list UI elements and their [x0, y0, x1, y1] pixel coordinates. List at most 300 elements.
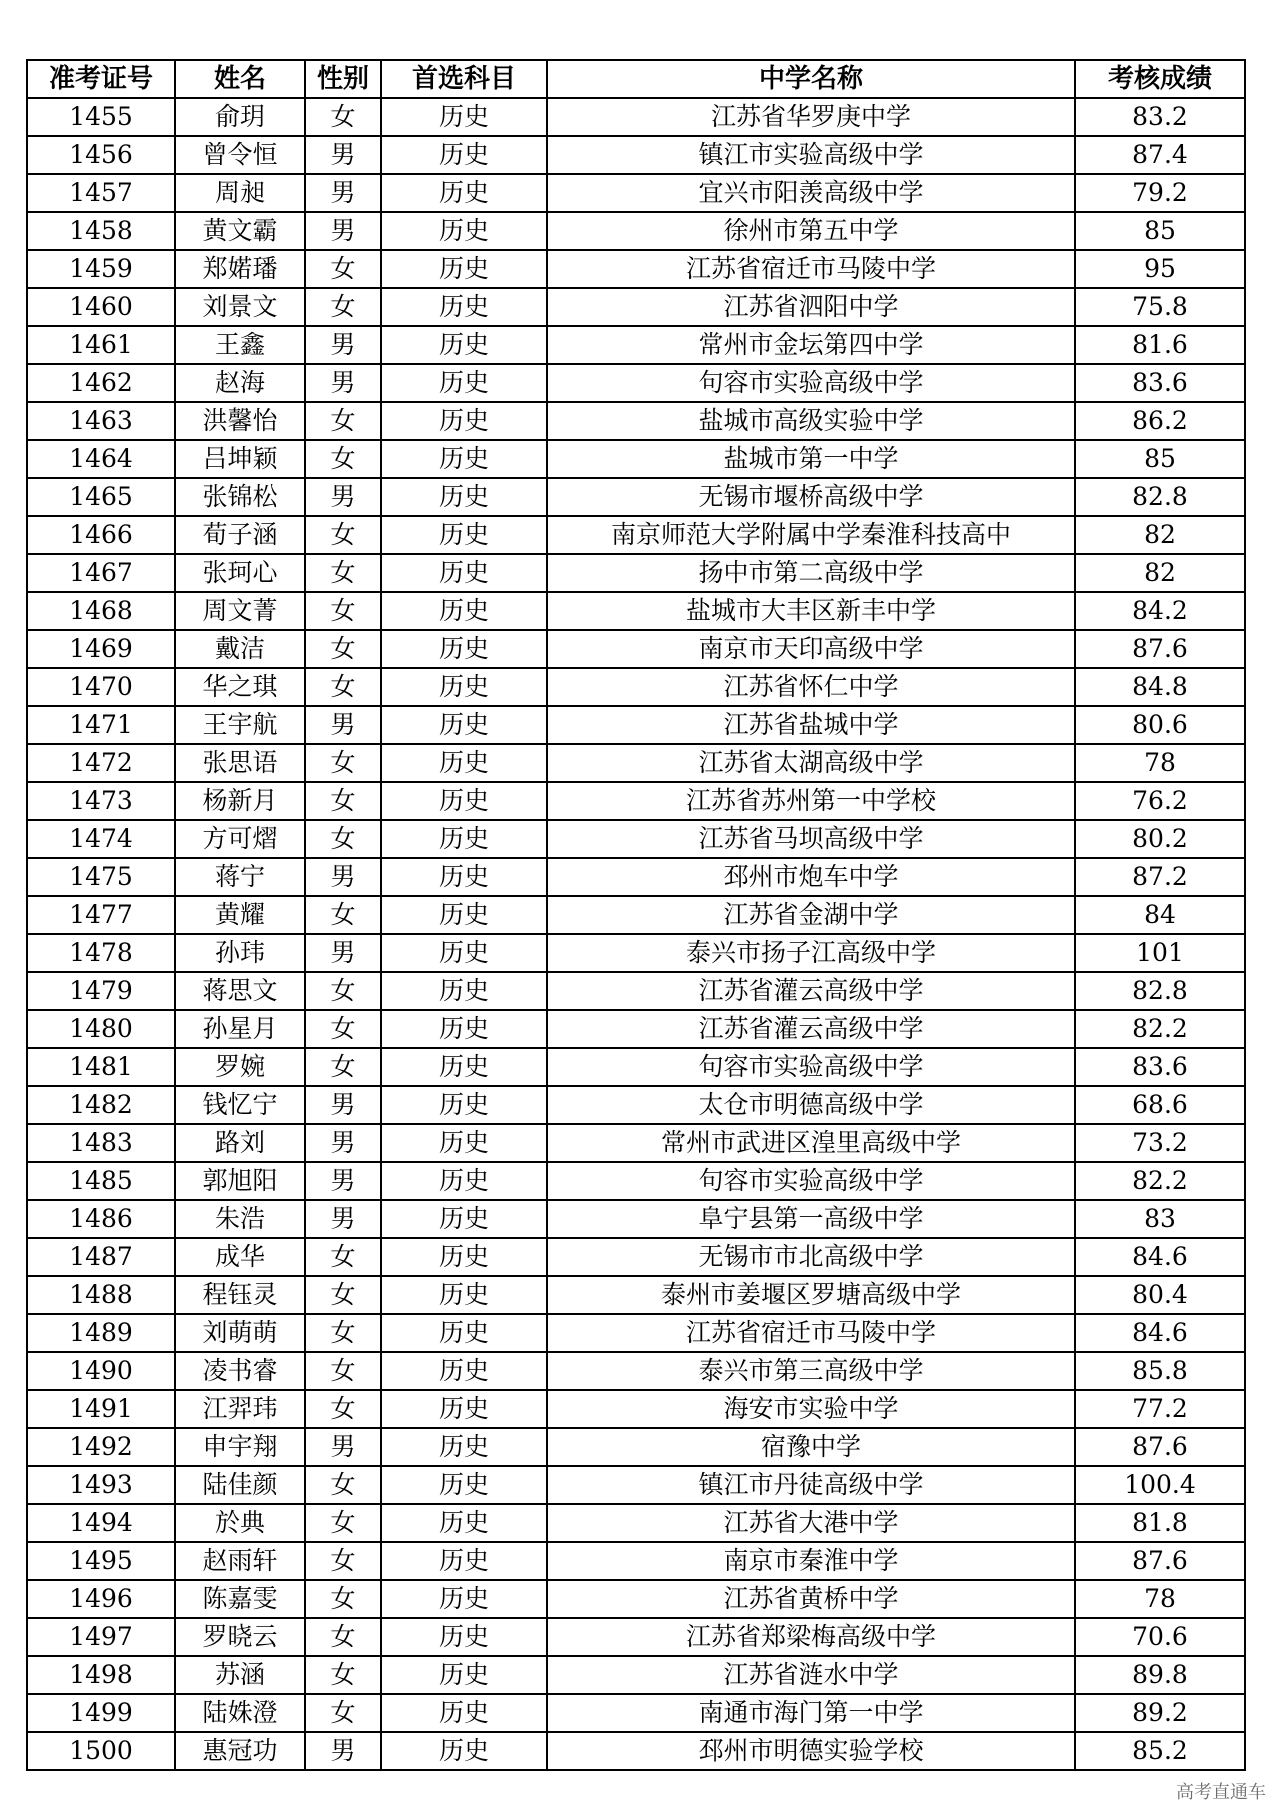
name-cell: 陆姝澄	[175, 1694, 305, 1732]
school-cell: 江苏省宿迁市马陵中学	[547, 250, 1075, 288]
gender-cell: 女	[305, 1618, 381, 1656]
gender-cell: 女	[305, 1504, 381, 1542]
table-row	[27, 1732, 1245, 1770]
school-cell: 南京师范大学附属中学秦淮科技高中	[547, 516, 1075, 554]
subject-cell: 历史	[381, 174, 547, 212]
exam-id-cell: 1474	[27, 820, 175, 858]
name-cell: 凌书睿	[175, 1352, 305, 1390]
table-row	[27, 820, 1245, 858]
exam-id-cell: 1477	[27, 896, 175, 934]
exam-id-cell: 1471	[27, 706, 175, 744]
score-cell: 84.2	[1075, 592, 1245, 630]
gender-cell: 女	[305, 782, 381, 820]
exam-id-cell: 1458	[27, 212, 175, 250]
subject-cell: 历史	[381, 1048, 547, 1086]
school-cell: 常州市金坛第四中学	[547, 326, 1075, 364]
table-row	[27, 326, 1245, 364]
subject-cell: 历史	[381, 516, 547, 554]
gender-cell: 女	[305, 896, 381, 934]
table-row	[27, 1428, 1245, 1466]
name-cell: 华之琪	[175, 668, 305, 706]
table-row	[27, 744, 1245, 782]
school-cell: 江苏省盐城中学	[547, 706, 1075, 744]
name-cell: 张锦松	[175, 478, 305, 516]
subject-cell: 历史	[381, 1580, 547, 1618]
name-cell: 罗晓云	[175, 1618, 305, 1656]
subject-cell: 历史	[381, 364, 547, 402]
name-cell: 杨新月	[175, 782, 305, 820]
school-cell: 江苏省泗阳中学	[547, 288, 1075, 326]
exam-id-cell: 1472	[27, 744, 175, 782]
table-row	[27, 364, 1245, 402]
gender-cell: 女	[305, 1238, 381, 1276]
gender-cell: 男	[305, 212, 381, 250]
subject-cell: 历史	[381, 326, 547, 364]
exam-id-cell: 1500	[27, 1732, 175, 1770]
table-row	[27, 136, 1245, 174]
subject-cell: 历史	[381, 288, 547, 326]
gender-cell: 男	[305, 478, 381, 516]
exam-id-cell: 1475	[27, 858, 175, 896]
score-cell: 83.2	[1075, 98, 1245, 136]
subject-cell: 历史	[381, 972, 547, 1010]
score-cell: 84.6	[1075, 1238, 1245, 1276]
exam-id-cell: 1460	[27, 288, 175, 326]
score-cell: 89.8	[1075, 1656, 1245, 1694]
exam-id-cell: 1469	[27, 630, 175, 668]
gender-cell: 女	[305, 1656, 381, 1694]
exam-id-cell: 1478	[27, 934, 175, 972]
subject-cell: 历史	[381, 1276, 547, 1314]
subject-cell: 历史	[381, 1618, 547, 1656]
table-row	[27, 440, 1245, 478]
exam-id-cell: 1462	[27, 364, 175, 402]
name-cell: 郭旭阳	[175, 1162, 305, 1200]
exam-id-cell: 1461	[27, 326, 175, 364]
score-cell: 82.2	[1075, 1010, 1245, 1048]
header-exam-id: 准考证号	[27, 60, 175, 98]
gender-cell: 女	[305, 1694, 381, 1732]
table-row	[27, 1010, 1245, 1048]
table-row	[27, 1618, 1245, 1656]
header-score: 考核成绩	[1075, 60, 1245, 98]
table-row	[27, 212, 1245, 250]
gender-cell: 女	[305, 98, 381, 136]
subject-cell: 历史	[381, 1466, 547, 1504]
name-cell: 周文菁	[175, 592, 305, 630]
school-cell: 江苏省郑梁梅高级中学	[547, 1618, 1075, 1656]
gender-cell: 男	[305, 364, 381, 402]
score-cell: 82	[1075, 516, 1245, 554]
table-row	[27, 858, 1245, 896]
school-cell: 句容市实验高级中学	[547, 1162, 1075, 1200]
subject-cell: 历史	[381, 934, 547, 972]
table-row	[27, 1352, 1245, 1390]
subject-cell: 历史	[381, 98, 547, 136]
gender-cell: 女	[305, 1390, 381, 1428]
gender-cell: 女	[305, 440, 381, 478]
subject-cell: 历史	[381, 782, 547, 820]
score-cell: 85.2	[1075, 1732, 1245, 1770]
table-row	[27, 782, 1245, 820]
subject-cell: 历史	[381, 1542, 547, 1580]
subject-cell: 历史	[381, 744, 547, 782]
score-cell: 68.6	[1075, 1086, 1245, 1124]
name-cell: 赵海	[175, 364, 305, 402]
name-cell: 吕坤颖	[175, 440, 305, 478]
table-row	[27, 1162, 1245, 1200]
school-cell: 江苏省马坝高级中学	[547, 820, 1075, 858]
table-row	[27, 630, 1245, 668]
score-cell: 82.8	[1075, 478, 1245, 516]
subject-cell: 历史	[381, 668, 547, 706]
gender-cell: 男	[305, 1162, 381, 1200]
gender-cell: 女	[305, 250, 381, 288]
exam-id-cell: 1490	[27, 1352, 175, 1390]
subject-cell: 历史	[381, 896, 547, 934]
name-cell: 黄耀	[175, 896, 305, 934]
exam-id-cell: 1481	[27, 1048, 175, 1086]
exam-id-cell: 1482	[27, 1086, 175, 1124]
subject-cell: 历史	[381, 402, 547, 440]
school-cell: 盐城市高级实验中学	[547, 402, 1075, 440]
school-cell: 泰兴市扬子江高级中学	[547, 934, 1075, 972]
exam-id-cell: 1456	[27, 136, 175, 174]
school-cell: 江苏省涟水中学	[547, 1656, 1075, 1694]
table-row	[27, 1124, 1245, 1162]
exam-id-cell: 1483	[27, 1124, 175, 1162]
score-cell: 83	[1075, 1200, 1245, 1238]
gender-cell: 女	[305, 402, 381, 440]
subject-cell: 历史	[381, 1238, 547, 1276]
exam-id-cell: 1463	[27, 402, 175, 440]
subject-cell: 历史	[381, 1010, 547, 1048]
table-row	[27, 1694, 1245, 1732]
school-cell: 宿豫中学	[547, 1428, 1075, 1466]
score-cell: 83.6	[1075, 364, 1245, 402]
gender-cell: 女	[305, 1314, 381, 1352]
school-cell: 海安市实验中学	[547, 1390, 1075, 1428]
school-cell: 江苏省黄桥中学	[547, 1580, 1075, 1618]
gender-cell: 女	[305, 820, 381, 858]
gender-cell: 男	[305, 1086, 381, 1124]
gender-cell: 女	[305, 1010, 381, 1048]
score-cell: 84.6	[1075, 1314, 1245, 1352]
exam-id-cell: 1491	[27, 1390, 175, 1428]
exam-id-cell: 1494	[27, 1504, 175, 1542]
table-row	[27, 1238, 1245, 1276]
school-cell: 江苏省宿迁市马陵中学	[547, 1314, 1075, 1352]
score-cell: 75.8	[1075, 288, 1245, 326]
name-cell: 蒋宁	[175, 858, 305, 896]
school-cell: 泰兴市第三高级中学	[547, 1352, 1075, 1390]
table-row	[27, 1276, 1245, 1314]
school-cell: 江苏省苏州第一中学校	[547, 782, 1075, 820]
gender-cell: 女	[305, 1580, 381, 1618]
score-cell: 82.8	[1075, 972, 1245, 1010]
school-cell: 徐州市第五中学	[547, 212, 1075, 250]
gender-cell: 男	[305, 1428, 381, 1466]
school-cell: 常州市武进区湟里高级中学	[547, 1124, 1075, 1162]
name-cell: 洪馨怡	[175, 402, 305, 440]
name-cell: 苏涵	[175, 1656, 305, 1694]
name-cell: 刘景文	[175, 288, 305, 326]
scores-table	[26, 59, 1246, 1771]
exam-id-cell: 1496	[27, 1580, 175, 1618]
name-cell: 钱忆宁	[175, 1086, 305, 1124]
name-cell: 周昶	[175, 174, 305, 212]
exam-id-cell: 1459	[27, 250, 175, 288]
exam-id-cell: 1486	[27, 1200, 175, 1238]
school-cell: 句容市实验高级中学	[547, 364, 1075, 402]
subject-cell: 历史	[381, 858, 547, 896]
exam-id-cell: 1489	[27, 1314, 175, 1352]
school-cell: 盐城市第一中学	[547, 440, 1075, 478]
score-cell: 82.2	[1075, 1162, 1245, 1200]
score-cell: 80.2	[1075, 820, 1245, 858]
table-row	[27, 554, 1245, 592]
name-cell: 张思语	[175, 744, 305, 782]
school-cell: 宜兴市阳羡高级中学	[547, 174, 1075, 212]
table-row	[27, 98, 1245, 136]
school-cell: 泰州市姜堰区罗塘高级中学	[547, 1276, 1075, 1314]
name-cell: 孙星月	[175, 1010, 305, 1048]
score-cell: 87.4	[1075, 136, 1245, 174]
subject-cell: 历史	[381, 1504, 547, 1542]
score-cell: 87.6	[1075, 1542, 1245, 1580]
header-name: 姓名	[175, 60, 305, 98]
subject-cell: 历史	[381, 554, 547, 592]
header-row	[27, 60, 1245, 98]
name-cell: 路刘	[175, 1124, 305, 1162]
score-cell: 77.2	[1075, 1390, 1245, 1428]
score-cell: 86.2	[1075, 402, 1245, 440]
name-cell: 朱浩	[175, 1200, 305, 1238]
exam-id-cell: 1468	[27, 592, 175, 630]
exam-id-cell: 1488	[27, 1276, 175, 1314]
table-row	[27, 706, 1245, 744]
school-cell: 南京市天印高级中学	[547, 630, 1075, 668]
score-cell: 79.2	[1075, 174, 1245, 212]
subject-cell: 历史	[381, 1162, 547, 1200]
score-cell: 76.2	[1075, 782, 1245, 820]
gender-cell: 女	[305, 1352, 381, 1390]
score-cell: 70.6	[1075, 1618, 1245, 1656]
exam-id-cell: 1473	[27, 782, 175, 820]
gender-cell: 女	[305, 592, 381, 630]
subject-cell: 历史	[381, 706, 547, 744]
name-cell: 惠冠功	[175, 1732, 305, 1770]
subject-cell: 历史	[381, 440, 547, 478]
score-cell: 85	[1075, 212, 1245, 250]
table-row	[27, 1466, 1245, 1504]
score-cell: 89.2	[1075, 1694, 1245, 1732]
subject-cell: 历史	[381, 478, 547, 516]
school-cell: 江苏省金湖中学	[547, 896, 1075, 934]
exam-id-cell: 1497	[27, 1618, 175, 1656]
header-subject: 首选科目	[381, 60, 547, 98]
gender-cell: 女	[305, 288, 381, 326]
table-row	[27, 174, 1245, 212]
table-row	[27, 1048, 1245, 1086]
name-cell: 江羿玮	[175, 1390, 305, 1428]
exam-id-cell: 1480	[27, 1010, 175, 1048]
school-cell: 江苏省太湖高级中学	[547, 744, 1075, 782]
exam-id-cell: 1495	[27, 1542, 175, 1580]
school-cell: 阜宁县第一高级中学	[547, 1200, 1075, 1238]
name-cell: 孙玮	[175, 934, 305, 972]
score-cell: 83.6	[1075, 1048, 1245, 1086]
exam-id-cell: 1455	[27, 98, 175, 136]
score-cell: 85.8	[1075, 1352, 1245, 1390]
table-row	[27, 1200, 1245, 1238]
school-cell: 江苏省灌云高级中学	[547, 1010, 1075, 1048]
subject-cell: 历史	[381, 1314, 547, 1352]
score-cell: 84	[1075, 896, 1245, 934]
gender-cell: 女	[305, 516, 381, 554]
gender-cell: 男	[305, 1124, 381, 1162]
exam-id-cell: 1498	[27, 1656, 175, 1694]
gender-cell: 男	[305, 1732, 381, 1770]
table-row	[27, 972, 1245, 1010]
exam-id-cell: 1470	[27, 668, 175, 706]
exam-id-cell: 1457	[27, 174, 175, 212]
table-row	[27, 1580, 1245, 1618]
gender-cell: 女	[305, 744, 381, 782]
school-cell: 盐城市大丰区新丰中学	[547, 592, 1075, 630]
name-cell: 黄文霸	[175, 212, 305, 250]
name-cell: 罗婉	[175, 1048, 305, 1086]
table-row	[27, 934, 1245, 972]
table-body	[27, 98, 1245, 1770]
name-cell: 赵雨轩	[175, 1542, 305, 1580]
score-cell: 73.2	[1075, 1124, 1245, 1162]
subject-cell: 历史	[381, 1124, 547, 1162]
name-cell: 方可熠	[175, 820, 305, 858]
gender-cell: 男	[305, 858, 381, 896]
header-school: 中学名称	[547, 60, 1075, 98]
gender-cell: 女	[305, 1542, 381, 1580]
table-row	[27, 288, 1245, 326]
name-cell: 刘萌萌	[175, 1314, 305, 1352]
subject-cell: 历史	[381, 1694, 547, 1732]
school-cell: 南京市秦淮中学	[547, 1542, 1075, 1580]
exam-id-cell: 1493	[27, 1466, 175, 1504]
table-row	[27, 478, 1245, 516]
table-row	[27, 896, 1245, 934]
exam-id-cell: 1466	[27, 516, 175, 554]
watermark: 高考直通车	[1176, 1782, 1266, 1803]
gender-cell: 男	[305, 326, 381, 364]
name-cell: 蒋思文	[175, 972, 305, 1010]
gender-cell: 男	[305, 136, 381, 174]
school-cell: 江苏省灌云高级中学	[547, 972, 1075, 1010]
name-cell: 俞玥	[175, 98, 305, 136]
name-cell: 程钰灵	[175, 1276, 305, 1314]
score-cell: 101	[1075, 934, 1245, 972]
subject-cell: 历史	[381, 1732, 547, 1770]
table-row	[27, 1390, 1245, 1428]
score-cell: 80.4	[1075, 1276, 1245, 1314]
table-row	[27, 402, 1245, 440]
gender-cell: 男	[305, 174, 381, 212]
table-row	[27, 1542, 1245, 1580]
table-row	[27, 1086, 1245, 1124]
school-cell: 邳州市明德实验学校	[547, 1732, 1075, 1770]
table-row	[27, 250, 1245, 288]
score-cell: 87.6	[1075, 1428, 1245, 1466]
name-cell: 曾令恒	[175, 136, 305, 174]
gender-cell: 男	[305, 706, 381, 744]
name-cell: 王鑫	[175, 326, 305, 364]
exam-id-cell: 1467	[27, 554, 175, 592]
school-cell: 镇江市丹徒高级中学	[547, 1466, 1075, 1504]
school-cell: 太仓市明德高级中学	[547, 1086, 1075, 1124]
name-cell: 陆佳颜	[175, 1466, 305, 1504]
score-cell: 80.6	[1075, 706, 1245, 744]
table-row	[27, 1314, 1245, 1352]
table-row	[27, 668, 1245, 706]
exam-id-cell: 1464	[27, 440, 175, 478]
name-cell: 陈嘉雯	[175, 1580, 305, 1618]
gender-cell: 女	[305, 1276, 381, 1314]
score-cell: 100.4	[1075, 1466, 1245, 1504]
subject-cell: 历史	[381, 1428, 547, 1466]
school-cell: 江苏省华罗庚中学	[547, 98, 1075, 136]
gender-cell: 女	[305, 1466, 381, 1504]
subject-cell: 历史	[381, 136, 547, 174]
name-cell: 申宇翔	[175, 1428, 305, 1466]
name-cell: 王宇航	[175, 706, 305, 744]
school-cell: 无锡市市北高级中学	[547, 1238, 1075, 1276]
score-cell: 95	[1075, 250, 1245, 288]
subject-cell: 历史	[381, 1352, 547, 1390]
gender-cell: 女	[305, 1048, 381, 1086]
score-cell: 78	[1075, 1580, 1245, 1618]
gender-cell: 男	[305, 934, 381, 972]
school-cell: 江苏省怀仁中学	[547, 668, 1075, 706]
subject-cell: 历史	[381, 820, 547, 858]
score-cell: 81.6	[1075, 326, 1245, 364]
score-cell: 81.8	[1075, 1504, 1245, 1542]
score-cell: 85	[1075, 440, 1245, 478]
school-cell: 无锡市堰桥高级中学	[547, 478, 1075, 516]
exam-id-cell: 1492	[27, 1428, 175, 1466]
subject-cell: 历史	[381, 250, 547, 288]
exam-id-cell: 1465	[27, 478, 175, 516]
table-row	[27, 516, 1245, 554]
school-cell: 江苏省大港中学	[547, 1504, 1075, 1542]
name-cell: 张珂心	[175, 554, 305, 592]
exam-id-cell: 1485	[27, 1162, 175, 1200]
name-cell: 成华	[175, 1238, 305, 1276]
exam-id-cell: 1499	[27, 1694, 175, 1732]
school-cell: 镇江市实验高级中学	[547, 136, 1075, 174]
subject-cell: 历史	[381, 592, 547, 630]
table-row	[27, 1504, 1245, 1542]
subject-cell: 历史	[381, 1656, 547, 1694]
score-cell: 87.2	[1075, 858, 1245, 896]
school-cell: 扬中市第二高级中学	[547, 554, 1075, 592]
exam-id-cell: 1487	[27, 1238, 175, 1276]
subject-cell: 历史	[381, 212, 547, 250]
name-cell: 於典	[175, 1504, 305, 1542]
subject-cell: 历史	[381, 1086, 547, 1124]
subject-cell: 历史	[381, 630, 547, 668]
subject-cell: 历史	[381, 1200, 547, 1238]
gender-cell: 女	[305, 554, 381, 592]
header-gender: 性别	[305, 60, 381, 98]
